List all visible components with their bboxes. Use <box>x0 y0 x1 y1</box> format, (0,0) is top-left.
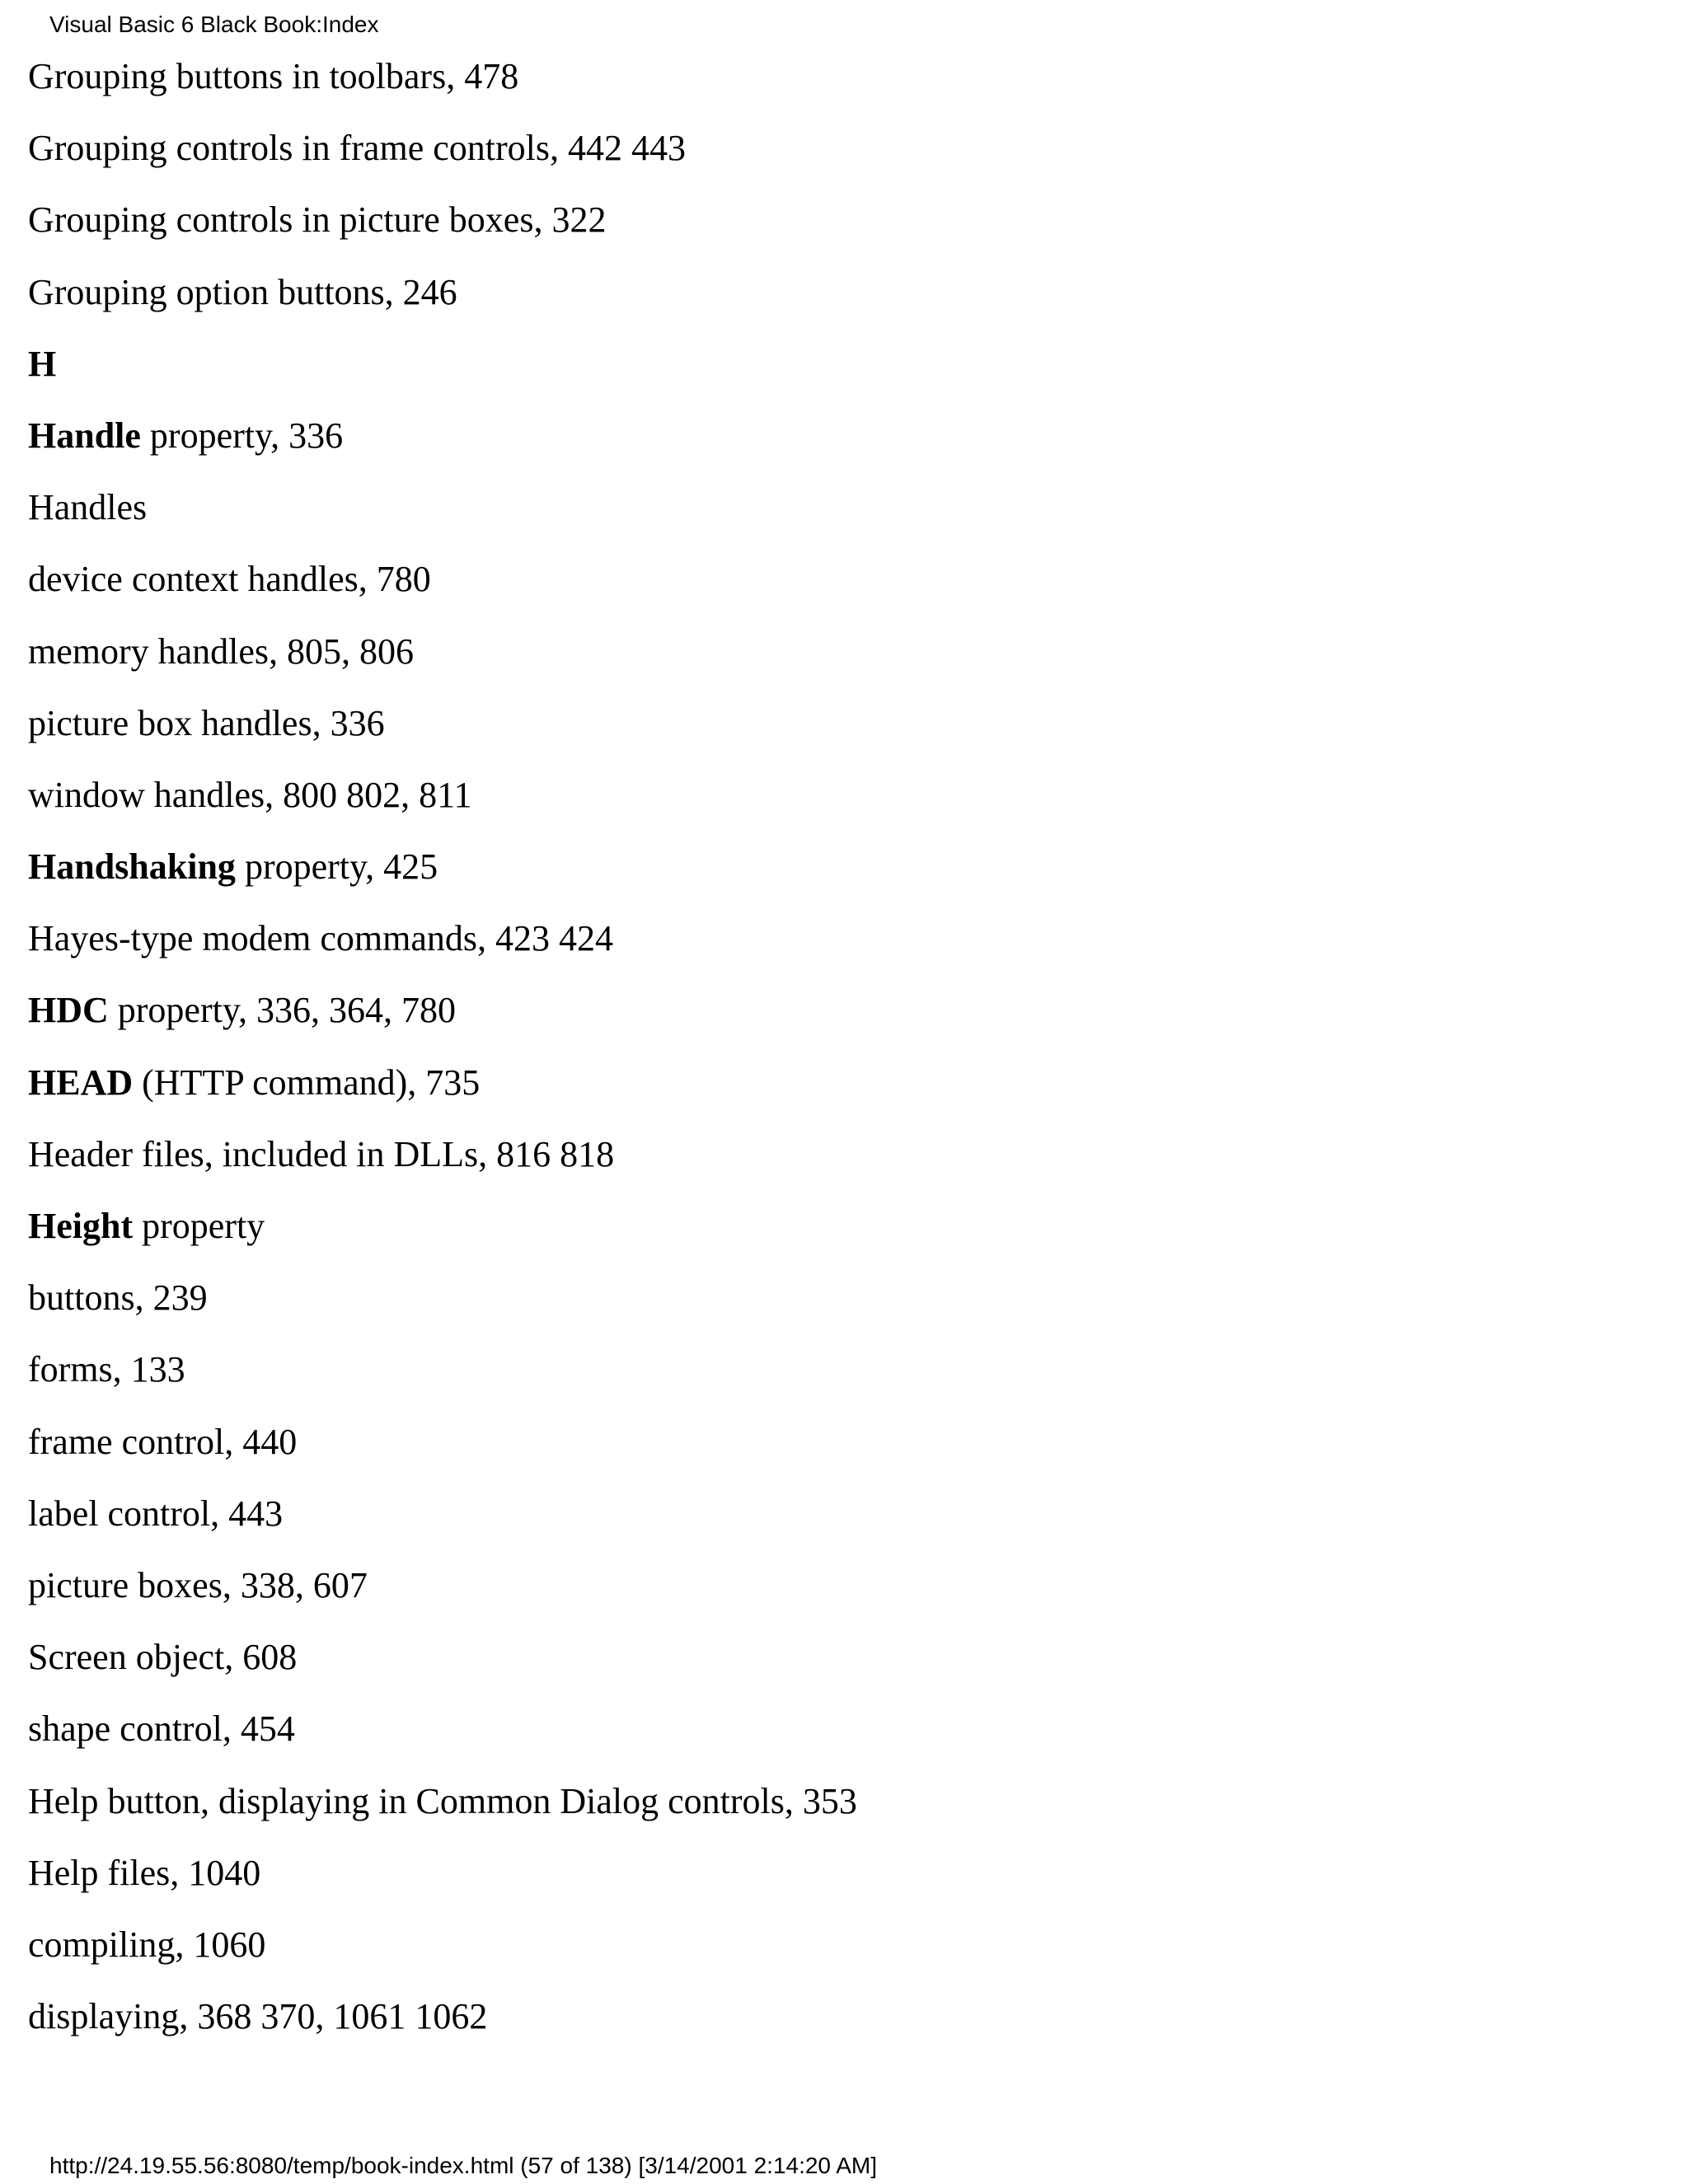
index-entry <box>28 625 857 696</box>
index-entry-text: Hayes-type modem commands, 423 424 <box>28 918 613 959</box>
index-entry-text: label control, 443 <box>28 1493 284 1534</box>
index-entry <box>28 480 857 552</box>
index-entry <box>28 1558 857 1630</box>
index-entry-list <box>28 49 857 2061</box>
index-entry <box>28 840 857 912</box>
index-entry <box>28 983 857 1055</box>
index-entry-text: property <box>133 1206 265 1246</box>
index-entry-text: shape control, 454 <box>28 1708 295 1750</box>
index-entry-text: Grouping buttons in toolbars, 478 <box>28 56 519 96</box>
index-entry-text: Grouping controls in picture boxes, 322 <box>28 199 607 241</box>
index-section-letter-text: H <box>28 343 57 384</box>
index-entry <box>28 1630 857 1702</box>
index-entry-keyword: Handle <box>28 415 141 456</box>
index-entry <box>28 1487 857 1558</box>
index-entry-text: memory handles, 805, 806 <box>28 630 415 672</box>
index-entry <box>28 193 857 265</box>
index-entry-text: compiling, 1060 <box>28 1924 266 1965</box>
index-entry-text: displaying, 368 370, 1061 1062 <box>28 1996 488 2037</box>
index-entry <box>28 1199 857 1271</box>
index-entry-text: property, 336 <box>140 415 344 456</box>
index-entry <box>28 1415 857 1487</box>
index-entry-text: Header files, included in DLLs, 816 818 <box>28 1133 615 1174</box>
index-entry <box>28 1774 857 1846</box>
index-entry <box>28 912 857 983</box>
index-entry-text: frame control, 440 <box>28 1421 298 1462</box>
index-entry-keyword: HEAD <box>28 1062 134 1103</box>
index-entry <box>28 1918 857 1990</box>
index-entry <box>28 49 857 121</box>
index-entry <box>28 1127 857 1199</box>
index-entry <box>28 265 857 337</box>
index-entry <box>28 1702 857 1774</box>
index-entry <box>28 409 857 480</box>
index-entry-keyword: HDC <box>28 990 109 1031</box>
index-entry-text: (HTTP command), 735 <box>133 1062 481 1103</box>
index-entry-text: picture boxes, 338, 607 <box>28 1564 368 1605</box>
index-entry-text: Screen object, 608 <box>28 1637 298 1678</box>
index-entry-keyword: Height <box>28 1206 134 1246</box>
index-entry <box>28 1343 857 1414</box>
index-entry-text: Grouping option buttons, 246 <box>28 271 457 312</box>
index-entry-text: window handles, 800 802, 811 <box>28 774 472 815</box>
index-entry-text: picture box handles, 336 <box>28 702 385 743</box>
page-header-title: Visual Basic 6 Black Book:Index <box>49 12 379 37</box>
index-entry-text: property, 425 <box>235 846 438 888</box>
index-entry-text: buttons, 239 <box>28 1277 208 1319</box>
index-entry-text: Help button, displaying in Common Dialog controls, 353 <box>28 1780 857 1821</box>
page-footer-url: http://24.19.55.56:8080/temp/book-index.html (57 of 138) [3/14/2001 2:14:20 AM] <box>49 2153 878 2178</box>
index-entry <box>28 768 857 840</box>
index-entry-keyword: Handshaking <box>28 846 236 888</box>
index-entry <box>28 1990 857 2061</box>
index-entry-text: forms, 133 <box>28 1349 185 1390</box>
index-entry-text: Help files, 1040 <box>28 1852 261 1893</box>
index-section-letter <box>28 337 857 409</box>
index-entry <box>28 552 857 624</box>
index-entry <box>28 696 857 768</box>
index-entry-text: Grouping controls in frame controls, 442 443 <box>28 128 686 169</box>
index-entry <box>28 1846 857 1918</box>
index-entry <box>28 121 857 193</box>
index-entry-text: Handles <box>28 487 148 528</box>
index-entry <box>28 1056 857 1127</box>
index-entry <box>28 1271 857 1343</box>
index-entry-text: device context handles, 780 <box>28 559 431 600</box>
index-entry-text: property, 336, 364, 780 <box>108 990 456 1031</box>
